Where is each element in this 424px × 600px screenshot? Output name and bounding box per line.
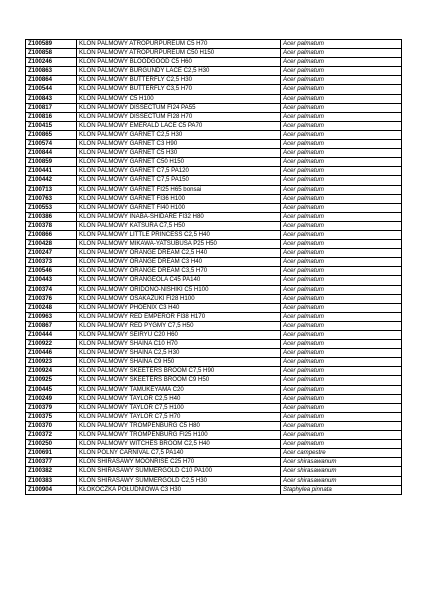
- product-name-cell: KLON PALMOWY LITTLE PRINCESS C2,5 H40: [77, 230, 281, 239]
- product-code-cell: Z100544: [26, 85, 77, 94]
- table-row: [26, 149, 402, 158]
- plant-list-table: [25, 39, 402, 495]
- table-row: [26, 412, 402, 421]
- table-row: [26, 140, 402, 149]
- product-name-cell: KLON PALMOWY TROMPENBURG FI25 H100: [77, 431, 281, 440]
- product-code-cell: Z100249: [26, 394, 77, 403]
- table-row: [26, 67, 402, 76]
- latin-name-cell: Acer palmatum: [281, 167, 402, 176]
- latin-name-cell: Acer palmatum: [281, 94, 402, 103]
- table-row: [26, 340, 402, 349]
- table-row: [26, 467, 402, 476]
- latin-name-cell: Acer palmatum: [281, 349, 402, 358]
- product-name-cell: KLON PALMOWY TAYLOR C7,5 H100: [77, 403, 281, 412]
- table-row: [26, 376, 402, 385]
- table-row: [26, 40, 402, 49]
- latin-name-cell: Acer palmatum: [281, 421, 402, 430]
- latin-name-cell: Staphylea pinnata: [281, 485, 402, 494]
- table-row: [26, 258, 402, 267]
- product-name-cell: KLON PALMOWY GARNET C7,5 PA150: [77, 176, 281, 185]
- product-name-cell: KLON PALMOWY C5 H100: [77, 94, 281, 103]
- latin-name-cell: Acer palmatum: [281, 431, 402, 440]
- latin-name-cell: Acer shirasawanum: [281, 467, 402, 476]
- table-row: [26, 303, 402, 312]
- product-code-cell: Z100379: [26, 403, 77, 412]
- product-name-cell: KŁOKOCZKA POŁUDNIOWA C3 H30: [77, 485, 281, 494]
- product-name-cell: KLON PALMOWY TAMUKEYAMA C20: [77, 385, 281, 394]
- product-name-cell: KLON PALMOWY INABA-SHIDARE FI32 H80: [77, 212, 281, 221]
- latin-name-cell: Acer palmatum: [281, 58, 402, 67]
- latin-name-cell: Acer palmatum: [281, 230, 402, 239]
- table-row: [26, 267, 402, 276]
- product-name-cell: KLON POLNY CARNIVAL C7,5 PA140: [77, 449, 281, 458]
- table-row: [26, 185, 402, 194]
- product-name-cell: KLON PALMOWY PHOENIX C3 H40: [77, 303, 281, 312]
- product-name-cell: KLON PALMOWY TAYLOR C2,5 H40: [77, 394, 281, 403]
- product-code-cell: Z100844: [26, 149, 77, 158]
- table-row: [26, 458, 402, 467]
- latin-name-cell: Acer palmatum: [281, 130, 402, 139]
- table-row: [26, 167, 402, 176]
- latin-name-cell: Acer palmatum: [281, 331, 402, 340]
- latin-name-cell: Acer palmatum: [281, 249, 402, 258]
- product-name-cell: KLON PALMOWY ORANGE DREAM C3,5 H70: [77, 267, 281, 276]
- product-code-cell: Z100865: [26, 130, 77, 139]
- product-code-cell: Z100574: [26, 140, 77, 149]
- product-code-cell: Z100546: [26, 267, 77, 276]
- latin-name-cell: Acer palmatum: [281, 121, 402, 130]
- product-name-cell: KLON PALMOWY BUTTERFLY C2,5 H30: [77, 76, 281, 85]
- latin-name-cell: Acer palmatum: [281, 321, 402, 330]
- table-row: [26, 240, 402, 249]
- latin-name-cell: Acer palmatum: [281, 40, 402, 49]
- table-row: [26, 331, 402, 340]
- product-name-cell: KLON PALMOWY DISSECTUM FI24 PA55: [77, 103, 281, 112]
- product-code-cell: Z100382: [26, 467, 77, 476]
- product-name-cell: KLON PALMOWY GARNET C50 H150: [77, 158, 281, 167]
- table-row: [26, 440, 402, 449]
- latin-name-cell: Acer palmatum: [281, 267, 402, 276]
- latin-name-cell: Acer palmatum: [281, 158, 402, 167]
- product-name-cell: KLON PALMOWY DISSECTUM FI28 H70: [77, 112, 281, 121]
- product-code-cell: Z100386: [26, 212, 77, 221]
- table-row: [26, 403, 402, 412]
- product-code-cell: Z100444: [26, 331, 77, 340]
- latin-name-cell: Acer palmatum: [281, 367, 402, 376]
- product-name-cell: KLON SHIRASAWY SUMMERGOLD C2,5 H30: [77, 476, 281, 485]
- table-row: [26, 112, 402, 121]
- product-name-cell: KLON PALMOWY SKEETERS BROOM C9 H50: [77, 376, 281, 385]
- table-row: [26, 321, 402, 330]
- product-code-cell: Z100372: [26, 431, 77, 440]
- product-code-cell: Z100859: [26, 158, 77, 167]
- product-code-cell: Z100376: [26, 294, 77, 303]
- product-code-cell: Z100713: [26, 185, 77, 194]
- product-name-cell: KLON PALMOWY BUTTERFLY C3,5 H70: [77, 85, 281, 94]
- latin-name-cell: Acer shirasawanum: [281, 458, 402, 467]
- product-code-cell: Z100446: [26, 349, 77, 358]
- product-name-cell: KLON PALMOWY ORANGE DREAM C2,5 H40: [77, 249, 281, 258]
- plant-list-body: [26, 40, 402, 495]
- product-name-cell: KLON PALMOWY GARNET C7,5 PA120: [77, 167, 281, 176]
- product-name-cell: KLON PALMOWY ORANGEOLA C45 PA140: [77, 276, 281, 285]
- product-code-cell: Z100445: [26, 385, 77, 394]
- product-name-cell: KLON PALMOWY RED PYGMY C7,5 H50: [77, 321, 281, 330]
- latin-name-cell: Acer shirasawanum: [281, 476, 402, 485]
- product-name-cell: KLON PALMOWY RED EMPEROR FI38 H170: [77, 312, 281, 321]
- product-code-cell: Z100246: [26, 58, 77, 67]
- latin-name-cell: Acer palmatum: [281, 176, 402, 185]
- product-name-cell: KLON PALMOWY EMERALD LACE C5 PA70: [77, 121, 281, 130]
- product-code-cell: Z100247: [26, 249, 77, 258]
- product-code-cell: Z100691: [26, 449, 77, 458]
- product-name-cell: KLON SHIRASAWY MOONRISE C25 H70: [77, 458, 281, 467]
- table-row: [26, 85, 402, 94]
- table-row: [26, 130, 402, 139]
- product-name-cell: KLON PALMOWY GARNET C3 H90: [77, 140, 281, 149]
- table-row: [26, 349, 402, 358]
- product-code-cell: Z100373: [26, 258, 77, 267]
- table-row: [26, 421, 402, 430]
- table-row: [26, 358, 402, 367]
- product-code-cell: Z100763: [26, 194, 77, 203]
- table-row: [26, 121, 402, 130]
- table-row: [26, 221, 402, 230]
- product-name-cell: KLON PALMOWY MIKAWA-YATSUBUSA P25 H50: [77, 240, 281, 249]
- product-code-cell: Z100248: [26, 303, 77, 312]
- latin-name-cell: Acer palmatum: [281, 185, 402, 194]
- product-code-cell: Z100922: [26, 340, 77, 349]
- document-page: [25, 39, 396, 495]
- product-code-cell: Z100383: [26, 476, 77, 485]
- table-row: [26, 212, 402, 221]
- product-code-cell: Z100415: [26, 121, 77, 130]
- product-name-cell: KLON PALMOWY SKEETERS BROOM C7,5 H90: [77, 367, 281, 376]
- product-code-cell: Z100843: [26, 94, 77, 103]
- table-row: [26, 94, 402, 103]
- table-row: [26, 385, 402, 394]
- latin-name-cell: Acer palmatum: [281, 403, 402, 412]
- table-row: [26, 394, 402, 403]
- product-code-cell: Z100864: [26, 76, 77, 85]
- product-code-cell: Z100817: [26, 103, 77, 112]
- latin-name-cell: Acer palmatum: [281, 194, 402, 203]
- table-row: [26, 49, 402, 58]
- table-row: [26, 176, 402, 185]
- product-name-cell: KLON PALMOWY GARNET C2,5 H30: [77, 130, 281, 139]
- table-row: [26, 285, 402, 294]
- product-code-cell: Z100924: [26, 367, 77, 376]
- product-code-cell: Z100378: [26, 221, 77, 230]
- product-name-cell: KLON PALMOWY TAYLOR C7,5 H70: [77, 412, 281, 421]
- product-name-cell: KLON PALMOWY ATROPURPUREUM C5 H70: [77, 40, 281, 49]
- table-row: [26, 203, 402, 212]
- product-code-cell: Z100443: [26, 276, 77, 285]
- latin-name-cell: Acer palmatum: [281, 212, 402, 221]
- latin-name-cell: Acer palmatum: [281, 240, 402, 249]
- product-code-cell: Z100377: [26, 458, 77, 467]
- latin-name-cell: Acer palmatum: [281, 49, 402, 58]
- table-row: [26, 476, 402, 485]
- product-code-cell: Z100370: [26, 421, 77, 430]
- product-name-cell: KLON PALMOWY SHAINA C10 H70: [77, 340, 281, 349]
- product-name-cell: KLON PALMOWY GARNET FI40 H100: [77, 203, 281, 212]
- table-row: [26, 367, 402, 376]
- product-code-cell: Z100375: [26, 412, 77, 421]
- table-row: [26, 294, 402, 303]
- product-name-cell: KLON PALMOWY ATROPURPUREUM C50 H150: [77, 49, 281, 58]
- latin-name-cell: Acer palmatum: [281, 112, 402, 121]
- latin-name-cell: Acer palmatum: [281, 358, 402, 367]
- product-name-cell: KLON PALMOWY OSAKAZUKI FI28 H100: [77, 294, 281, 303]
- product-name-cell: KLON PALMOWY ORANGE DREAM C3 H40: [77, 258, 281, 267]
- product-name-cell: KLON PALMOWY SEIRYU C20 H60: [77, 331, 281, 340]
- table-row: [26, 103, 402, 112]
- latin-name-cell: Acer palmatum: [281, 203, 402, 212]
- product-code-cell: Z100923: [26, 358, 77, 367]
- table-row: [26, 158, 402, 167]
- table-row: [26, 230, 402, 239]
- product-code-cell: Z100866: [26, 230, 77, 239]
- product-code-cell: Z100589: [26, 40, 77, 49]
- product-code-cell: Z100553: [26, 203, 77, 212]
- product-name-cell: KLON PALMOWY BURGUNDY LACE C2,5 H30: [77, 67, 281, 76]
- latin-name-cell: Acer palmatum: [281, 140, 402, 149]
- product-code-cell: Z100374: [26, 285, 77, 294]
- latin-name-cell: Acer palmatum: [281, 85, 402, 94]
- latin-name-cell: Acer palmatum: [281, 312, 402, 321]
- product-code-cell: Z100904: [26, 485, 77, 494]
- latin-name-cell: Acer palmatum: [281, 221, 402, 230]
- product-name-cell: KLON PALMOWY GARNET C5 H30: [77, 149, 281, 158]
- table-row: [26, 76, 402, 85]
- product-name-cell: KLON PALMOWY TROMPENBURG C5 H80: [77, 421, 281, 430]
- product-code-cell: Z100442: [26, 176, 77, 185]
- product-name-cell: KLON PALMOWY WITCHES BROOM C2,5 H40: [77, 440, 281, 449]
- latin-name-cell: Acer palmatum: [281, 340, 402, 349]
- latin-name-cell: Acer palmatum: [281, 440, 402, 449]
- table-row: [26, 431, 402, 440]
- table-row: [26, 58, 402, 67]
- latin-name-cell: Acer palmatum: [281, 103, 402, 112]
- product-code-cell: Z100963: [26, 312, 77, 321]
- latin-name-cell: Acer palmatum: [281, 412, 402, 421]
- latin-name-cell: Acer palmatum: [281, 67, 402, 76]
- table-row: [26, 485, 402, 494]
- latin-name-cell: Acer palmatum: [281, 385, 402, 394]
- latin-name-cell: Acer palmatum: [281, 285, 402, 294]
- product-name-cell: KLON PALMOWY GARNET FI25 H65 bonsai: [77, 185, 281, 194]
- product-code-cell: Z100441: [26, 167, 77, 176]
- latin-name-cell: Acer palmatum: [281, 76, 402, 85]
- product-name-cell: KLON PALMOWY GARNET FI36 H100: [77, 194, 281, 203]
- product-name-cell: KLON PALMOWY SHAINA C9 H50: [77, 358, 281, 367]
- latin-name-cell: Acer palmatum: [281, 376, 402, 385]
- table-row: [26, 276, 402, 285]
- latin-name-cell: Acer campestre: [281, 449, 402, 458]
- product-code-cell: Z100858: [26, 49, 77, 58]
- product-name-cell: KLON SHIRASAWY SUMMERGOLD C10 PA100: [77, 467, 281, 476]
- latin-name-cell: Acer palmatum: [281, 276, 402, 285]
- product-code-cell: Z100250: [26, 440, 77, 449]
- product-name-cell: KLON PALMOWY BLOODGOOD C5 H60: [77, 58, 281, 67]
- table-row: [26, 194, 402, 203]
- product-code-cell: Z100816: [26, 112, 77, 121]
- product-code-cell: Z100428: [26, 240, 77, 249]
- latin-name-cell: Acer palmatum: [281, 303, 402, 312]
- product-name-cell: KLON PALMOWY ORIDONO-NISHIKI C5 H100: [77, 285, 281, 294]
- latin-name-cell: Acer palmatum: [281, 394, 402, 403]
- product-name-cell: KLON PALMOWY SHAINA C2,5 H30: [77, 349, 281, 358]
- table-row: [26, 449, 402, 458]
- product-code-cell: Z100867: [26, 321, 77, 330]
- product-name-cell: KLON PALMOWY KATSURA C7,5 H50: [77, 221, 281, 230]
- latin-name-cell: Acer palmatum: [281, 294, 402, 303]
- table-row: [26, 312, 402, 321]
- table-row: [26, 249, 402, 258]
- product-code-cell: Z100863: [26, 67, 77, 76]
- latin-name-cell: Acer palmatum: [281, 258, 402, 267]
- product-code-cell: Z100925: [26, 376, 77, 385]
- latin-name-cell: Acer palmatum: [281, 149, 402, 158]
